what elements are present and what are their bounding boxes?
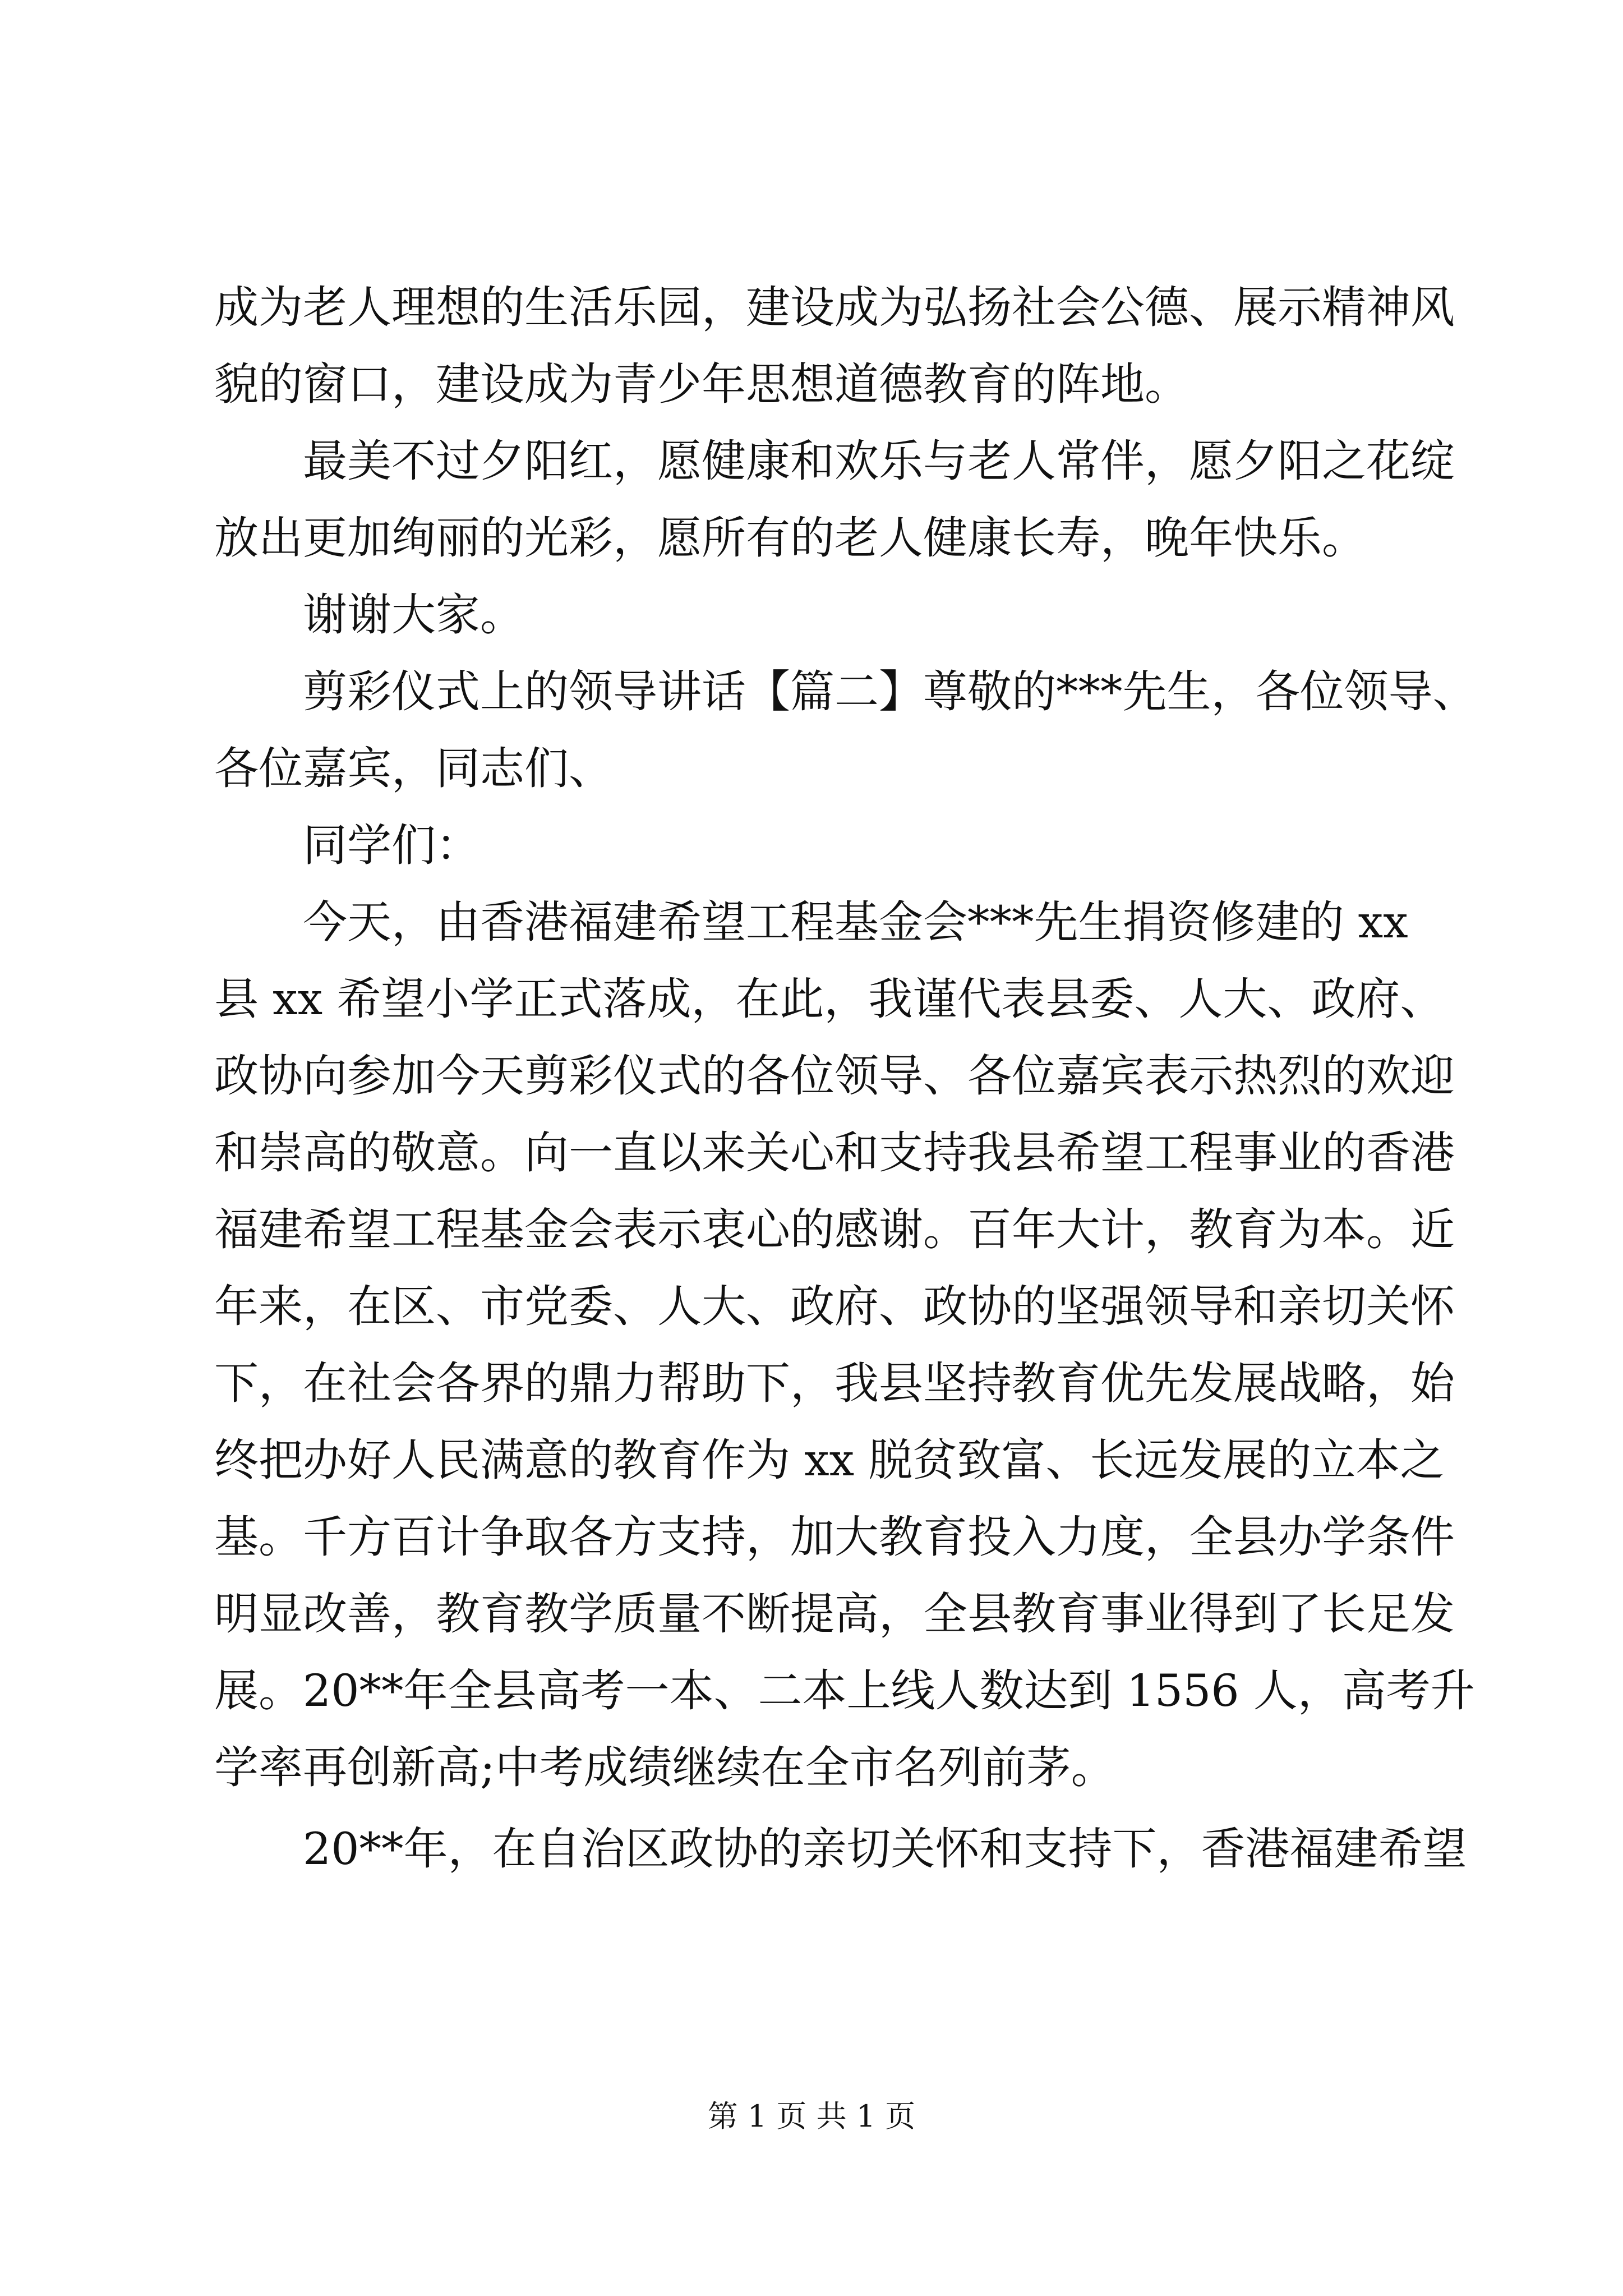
document-body [214, 269, 1477, 1888]
text-line: 学率再创新高;中考成绩继续在全市名列前茅。 [214, 1742, 1115, 1793]
text-line: 放出更加绚丽的光彩，愿所有的老人健康长寿，晚年快乐。 [214, 512, 1366, 564]
text-line: 展。20**年全县高考一本、二本上线人数达到 1556 人，高考升 [214, 1665, 1475, 1717]
text-line: 20**年，在自治区政协的亲切关怀和支持下，香港福建希望 [214, 1823, 1467, 1875]
text-line: 同学们： [214, 820, 480, 871]
text-line: 年来，在区、市党委、人大、政府、政协的坚强领导和亲切关怀 [214, 1281, 1455, 1332]
text-line: 各位嘉宾，同志们、 [214, 743, 613, 794]
text-line: 基。千方百计争取各方支持，加大教育投入力度，全县办学条件 [214, 1511, 1455, 1563]
paragraph-spacer [214, 1806, 1437, 1811]
text-line: 貌的窗口，建设成为青少年思想道德教育的阵地。 [214, 358, 1189, 410]
text-line: 剪彩仪式上的领导讲话【篇二】尊敬的***先生，各位领导、 [214, 666, 1477, 717]
text-line: 政协向参加今天剪彩仪式的各位领导、各位嘉宾表示热烈的欢迎 [214, 1050, 1455, 1102]
text-line: 下，在社会各界的鼎力帮助下，我县坚持教育优先发展战略，始 [214, 1358, 1455, 1409]
text-line: 成为老人理想的生活乐园，建设成为弘扬社会公德、展示精神风 [214, 282, 1455, 333]
text-line: 县 xx 希望小学正式落成，在此，我谨代表县委、人大、政府、 [214, 973, 1445, 1025]
text-line: 和崇高的敬意。向一直以来关心和支持我县希望工程事业的香港 [214, 1127, 1455, 1179]
text-line: 明显改善，教育教学质量不断提高，全县教育事业得到了长足发 [214, 1588, 1455, 1640]
text-line: 福建希望工程基金会表示衷心的感谢。百年大计，教育为本。近 [214, 1204, 1455, 1255]
text-line: 今天，由香港福建希望工程基金会***先生捐资修建的 xx [214, 896, 1408, 948]
text-line: 最美不过夕阳红，愿健康和欢乐与老人常伴，愿夕阳之花绽 [214, 435, 1455, 487]
text-line: 终把办好人民满意的教育作为 xx 脱贫致富、长远发展的立本之 [214, 1434, 1445, 1486]
page-footer: 第 1 页 共 1 页 [707, 2099, 916, 2134]
text-line: 谢谢大家。 [214, 589, 524, 641]
